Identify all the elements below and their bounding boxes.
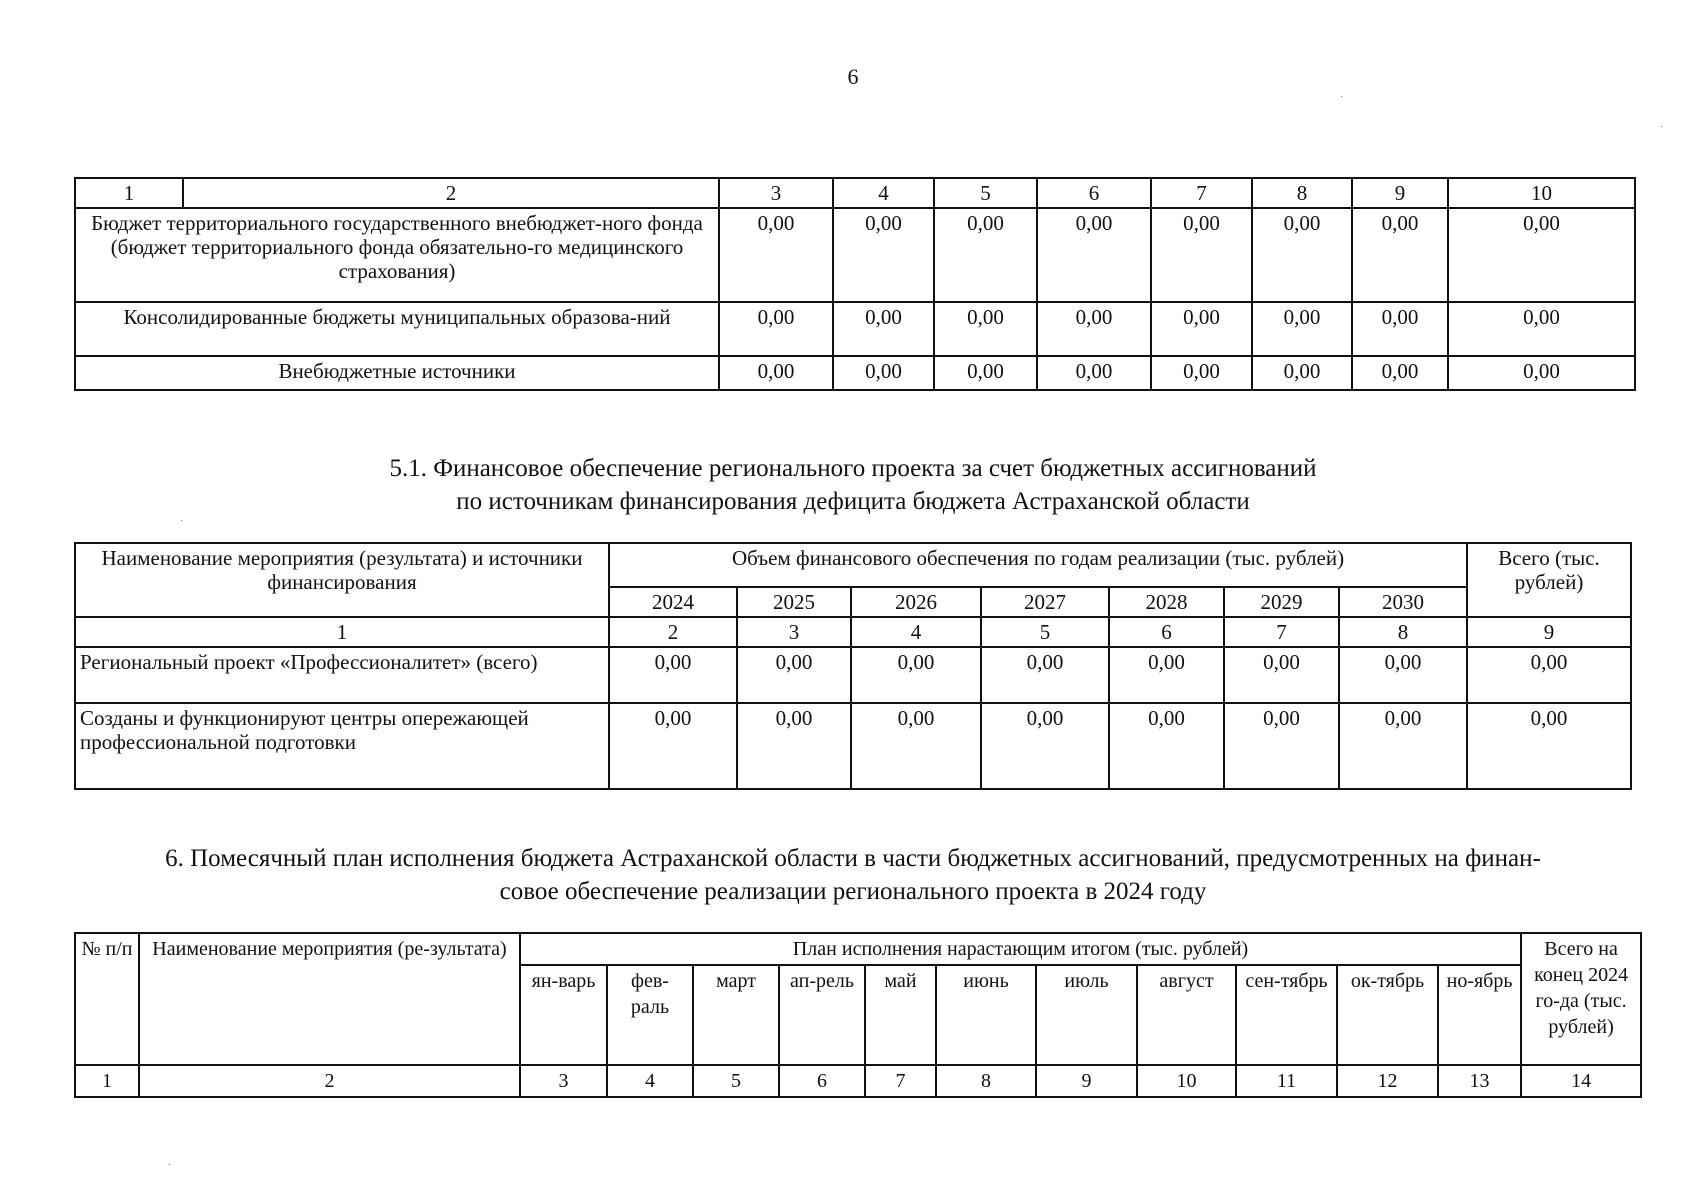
column-number: 7 xyxy=(1224,617,1339,647)
year-header: 2027 xyxy=(981,587,1109,617)
column-number-row xyxy=(75,178,1635,208)
column-number: 3 xyxy=(737,617,851,647)
column-header-volume: Объем финансового обеспечения по годам реализации (тыс. рублей) xyxy=(609,543,1467,587)
column-number-row xyxy=(75,617,1631,647)
scan-speck: · xyxy=(168,1160,172,1171)
column-number: 2 xyxy=(609,617,737,647)
section-title-line: совое обеспечение реализации регионального проекта в 2024 году xyxy=(499,878,1207,905)
column-number: 14 xyxy=(1521,1065,1641,1097)
value-cell: 0,00 xyxy=(1037,302,1151,356)
value-cell: 0,00 xyxy=(1224,703,1339,789)
monthly-plan-table xyxy=(74,932,1642,1098)
header-row xyxy=(75,933,1641,965)
column-header-total: Всего на конец 2024 го-да (тыс. рублей) xyxy=(1521,933,1641,1065)
value-cell: 0,00 xyxy=(981,647,1109,703)
column-number: 7 xyxy=(1151,178,1252,208)
column-number: 1 xyxy=(75,1065,139,1097)
table-row xyxy=(75,356,1635,390)
scan-speck: · xyxy=(1660,122,1664,133)
value-cell: 0,00 xyxy=(851,703,981,789)
value-cell: 0,00 xyxy=(934,208,1037,302)
financing-sources-table xyxy=(74,542,1632,790)
row-label: Консолидированные бюджеты муниципальных образова-ний xyxy=(75,302,719,356)
column-number: 7 xyxy=(865,1065,936,1097)
table-row xyxy=(75,703,1631,789)
value-cell: 0,00 xyxy=(851,647,981,703)
year-header: 2025 xyxy=(737,587,851,617)
value-cell: 0,00 xyxy=(609,647,737,703)
value-cell: 0,00 xyxy=(1467,647,1631,703)
column-number: 13 xyxy=(1438,1065,1521,1097)
month-header: ян-варь xyxy=(520,965,607,1065)
month-header: ап-рель xyxy=(779,965,865,1065)
value-cell: 0,00 xyxy=(1352,208,1448,302)
value-cell: 0,00 xyxy=(833,356,934,390)
column-number: 8 xyxy=(1339,617,1467,647)
section-title-line: по источникам финансирования дефицита бюджета Астраханской области xyxy=(456,488,1250,515)
value-cell: 0,00 xyxy=(1352,302,1448,356)
row-label: Созданы и функционируют центры опережающей профессиональной подготовки xyxy=(75,703,609,789)
value-cell: 0,00 xyxy=(1037,356,1151,390)
column-number: 3 xyxy=(520,1065,607,1097)
value-cell: 0,00 xyxy=(1252,208,1352,302)
column-number: 9 xyxy=(1352,178,1448,208)
value-cell: 0,00 xyxy=(1467,703,1631,789)
column-header-no: № п/п xyxy=(75,933,139,1065)
month-header: март xyxy=(693,965,779,1065)
value-cell: 0,00 xyxy=(1448,208,1635,302)
column-number: 2 xyxy=(183,178,719,208)
column-number: 10 xyxy=(1137,1065,1236,1097)
column-number: 10 xyxy=(1448,178,1635,208)
month-header: но-ябрь xyxy=(1438,965,1521,1065)
column-number: 1 xyxy=(75,178,183,208)
column-number: 9 xyxy=(1467,617,1631,647)
value-cell: 0,00 xyxy=(1224,647,1339,703)
month-header: сен-тябрь xyxy=(1236,965,1337,1065)
value-cell: 0,00 xyxy=(1151,356,1252,390)
table-row xyxy=(75,647,1631,703)
column-number: 4 xyxy=(851,617,981,647)
value-cell: 0,00 xyxy=(719,302,833,356)
row-label: Бюджет территориального государственного внебюджет-ного фонда (бюджет территориального фонда обязательно-го медицинского страхования) xyxy=(75,208,719,302)
column-number: 12 xyxy=(1337,1065,1438,1097)
column-number: 6 xyxy=(1109,617,1224,647)
value-cell: 0,00 xyxy=(833,208,934,302)
column-number: 11 xyxy=(1236,1065,1337,1097)
value-cell: 0,00 xyxy=(1252,356,1352,390)
table-row xyxy=(75,302,1635,356)
section-6-title xyxy=(0,842,1706,908)
value-cell: 0,00 xyxy=(1252,302,1352,356)
column-number: 4 xyxy=(607,1065,693,1097)
column-number: 2 xyxy=(139,1065,520,1097)
value-cell: 0,00 xyxy=(1448,356,1635,390)
value-cell: 0,00 xyxy=(1109,703,1224,789)
column-number: 3 xyxy=(719,178,833,208)
value-cell: 0,00 xyxy=(737,647,851,703)
column-number: 8 xyxy=(936,1065,1036,1097)
year-header: 2024 xyxy=(609,587,737,617)
column-number-row xyxy=(75,1065,1641,1097)
scan-speck: · xyxy=(180,516,184,527)
column-header-name: Наименование мероприятия (ре-зультата) xyxy=(139,933,520,1065)
month-header: август xyxy=(1137,965,1236,1065)
value-cell: 0,00 xyxy=(1037,208,1151,302)
column-number: 6 xyxy=(779,1065,865,1097)
column-number: 1 xyxy=(75,617,609,647)
value-cell: 0,00 xyxy=(719,208,833,302)
column-header-name: Наименование мероприятия (результата) и источники финансирования xyxy=(75,543,609,617)
year-header: 2026 xyxy=(851,587,981,617)
column-number: 5 xyxy=(981,617,1109,647)
value-cell: 0,00 xyxy=(833,302,934,356)
row-label: Внебюджетные источники xyxy=(75,356,719,390)
column-number: 8 xyxy=(1252,178,1352,208)
month-header: июнь xyxy=(936,965,1036,1065)
column-number: 5 xyxy=(693,1065,779,1097)
value-cell: 0,00 xyxy=(934,302,1037,356)
column-number: 4 xyxy=(833,178,934,208)
month-header: май xyxy=(865,965,936,1065)
scan-speck: · xyxy=(1340,92,1344,103)
table-row xyxy=(75,208,1635,302)
value-cell: 0,00 xyxy=(737,703,851,789)
value-cell: 0,00 xyxy=(1448,302,1635,356)
section-5-1-title xyxy=(0,452,1706,518)
value-cell: 0,00 xyxy=(1339,647,1467,703)
section-title-line: 5.1. Финансовое обеспечение регионального проекта за счет бюджетных ассигнований xyxy=(389,455,1317,482)
value-cell: 0,00 xyxy=(981,703,1109,789)
row-label: Региональный проект «Профессионалитет» (всего) xyxy=(75,647,609,703)
month-header: фев-раль xyxy=(607,965,693,1065)
value-cell: 0,00 xyxy=(1339,703,1467,789)
value-cell: 0,00 xyxy=(1109,647,1224,703)
column-number: 6 xyxy=(1037,178,1151,208)
page-number: 6 xyxy=(847,64,859,89)
section-title-line: 6. Помесячный план исполнения бюджета Астраханской области в части бюджетных ассигнований, предусмотренных на финан- xyxy=(165,845,1541,872)
value-cell: 0,00 xyxy=(934,356,1037,390)
month-header: июль xyxy=(1036,965,1137,1065)
value-cell: 0,00 xyxy=(1151,208,1252,302)
budget-sources-table xyxy=(74,177,1636,391)
column-number: 5 xyxy=(934,178,1037,208)
value-cell: 0,00 xyxy=(1151,302,1252,356)
column-header-plan: План исполнения нарастающим итогом (тыс. рублей) xyxy=(520,933,1521,965)
header-row xyxy=(75,543,1631,587)
month-header: ок-тябрь xyxy=(1337,965,1438,1065)
value-cell: 0,00 xyxy=(1352,356,1448,390)
year-header: 2030 xyxy=(1339,587,1467,617)
year-header: 2029 xyxy=(1224,587,1339,617)
value-cell: 0,00 xyxy=(719,356,833,390)
column-header-total: Всего (тыс. рублей) xyxy=(1467,543,1631,617)
year-header: 2028 xyxy=(1109,587,1224,617)
value-cell: 0,00 xyxy=(609,703,737,789)
column-number: 9 xyxy=(1036,1065,1137,1097)
